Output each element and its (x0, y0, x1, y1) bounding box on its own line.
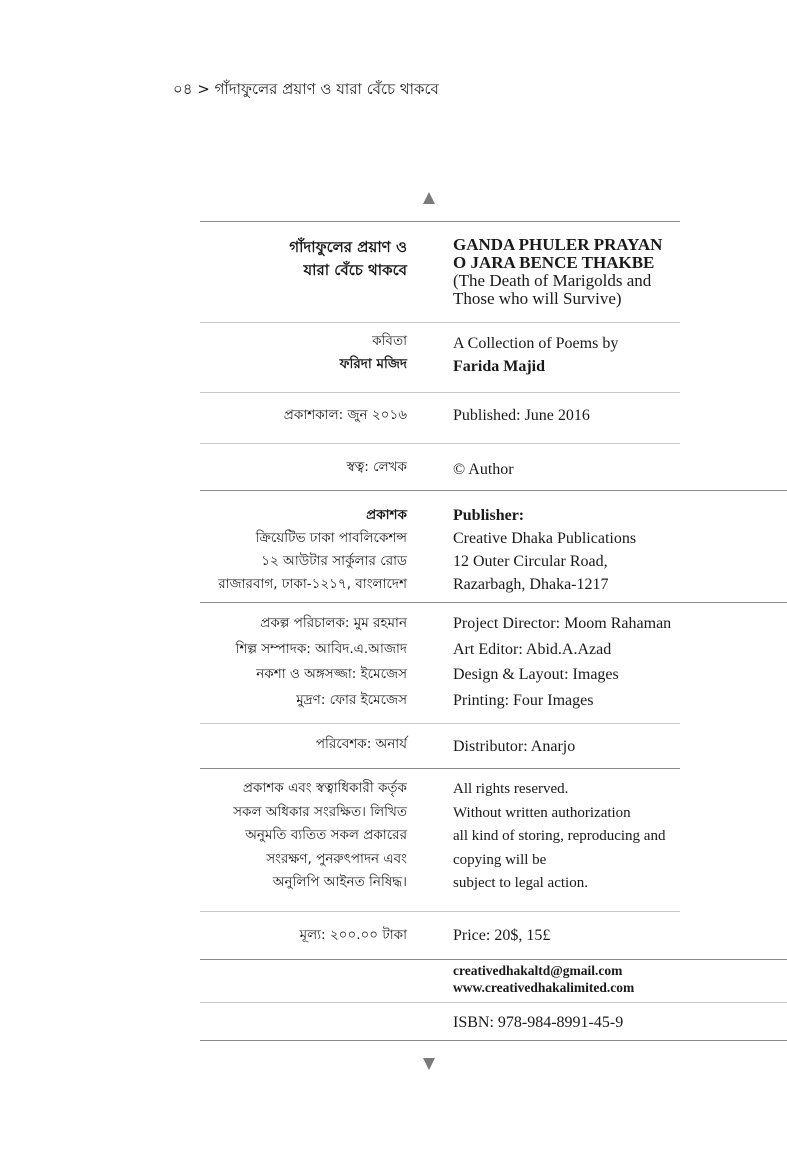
publisher-bengali: প্রকাশক ক্রিয়েটিভ ঢাকা পাবলিকেশন্স ১২ আউটার সার্কুলার রোড রাজারবাগ, ঢাকা-১২১৭, বাংলাদেশ (218, 507, 407, 592)
divider (200, 392, 680, 393)
distributor-bengali: পরিবেশক: অনার্য (315, 736, 407, 752)
price-english: Price: 20$, 15£ (453, 927, 551, 944)
published-english: Published: June 2016 (453, 407, 590, 424)
genre-bengali: কবিতা ফরিদা মজিদ (339, 333, 407, 372)
distributor-english: Distributor: Anarjo (453, 738, 576, 755)
running-header: ০৪ > গাঁদাফুলের প্রয়াণ ও যারা বেঁচে থাকবে (173, 80, 439, 98)
price-bengali: মূল্য: ২০০.০০ টাকা (299, 927, 407, 943)
copyright-bengali: স্বত্ব: লেখক (346, 459, 407, 475)
published-bengali: প্রকাশকাল: জুন ২০১৬ (283, 407, 407, 423)
divider (200, 490, 787, 491)
isbn: ISBN: 978-984-8991-45-9 (453, 1014, 624, 1031)
genre-english: A Collection of Poems by Farida Majid (453, 335, 619, 375)
divider (200, 602, 787, 603)
publisher-english: Publisher: Creative Dhaka Publications 12 Outer Circular Road, Razarbagh, Dhaka-1217 (453, 507, 637, 593)
divider (200, 723, 680, 724)
title-english: GANDA PHULER PRAYAN O JARA BENCE THAKBE (The Death of Marigolds and Those who will Survive) (453, 235, 663, 308)
email-link[interactable]: creativedhakaltd@gmail.com (453, 963, 623, 978)
divider (200, 221, 680, 222)
triangle-up-icon (423, 192, 435, 204)
rights-english: All rights reserved. Without written authorization all kind of storing, reproducing and copying will be subject to legal action. (453, 781, 666, 891)
rights-bengali: প্রকাশক এবং স্বত্বাধিকারী কর্তৃক সকল অধিকার সংরক্ষিত। লিখিত অনুমতি ব্যতিত সকল প্রকারের সংরক্ষণ, পুনরুৎপাদন এবং অনুলিপি আইনত নিষিদ্ধ। (233, 780, 407, 890)
credits-bengali: প্রকল্প পরিচালক: মুম রহমান শিল্প সম্পাদক: আবিদ.এ.আজাদ নকশা ও অঙ্গসজ্জা: ইমেজেস মুদ্রণ: ফোর ইমেজেস (235, 615, 407, 708)
copyright-english: © Author (453, 461, 514, 478)
title-bengali: গাঁদাফুলের প্রয়াণ ও যারা বেঁচে থাকবে (289, 238, 407, 279)
divider (200, 768, 680, 769)
divider (200, 443, 680, 444)
credits-english: Project Director: Moom Rahaman Art Editor: Abid.A.Azad Design & Layout: Images Printing: Four Images (453, 615, 672, 709)
divider (200, 322, 680, 323)
divider (200, 911, 680, 912)
divider (200, 959, 787, 960)
contact-info (453, 962, 634, 996)
divider (200, 1002, 787, 1003)
divider (200, 1040, 787, 1041)
website-link[interactable]: www.creativedhakalimited.com (453, 980, 635, 995)
triangle-down-icon (423, 1058, 435, 1070)
